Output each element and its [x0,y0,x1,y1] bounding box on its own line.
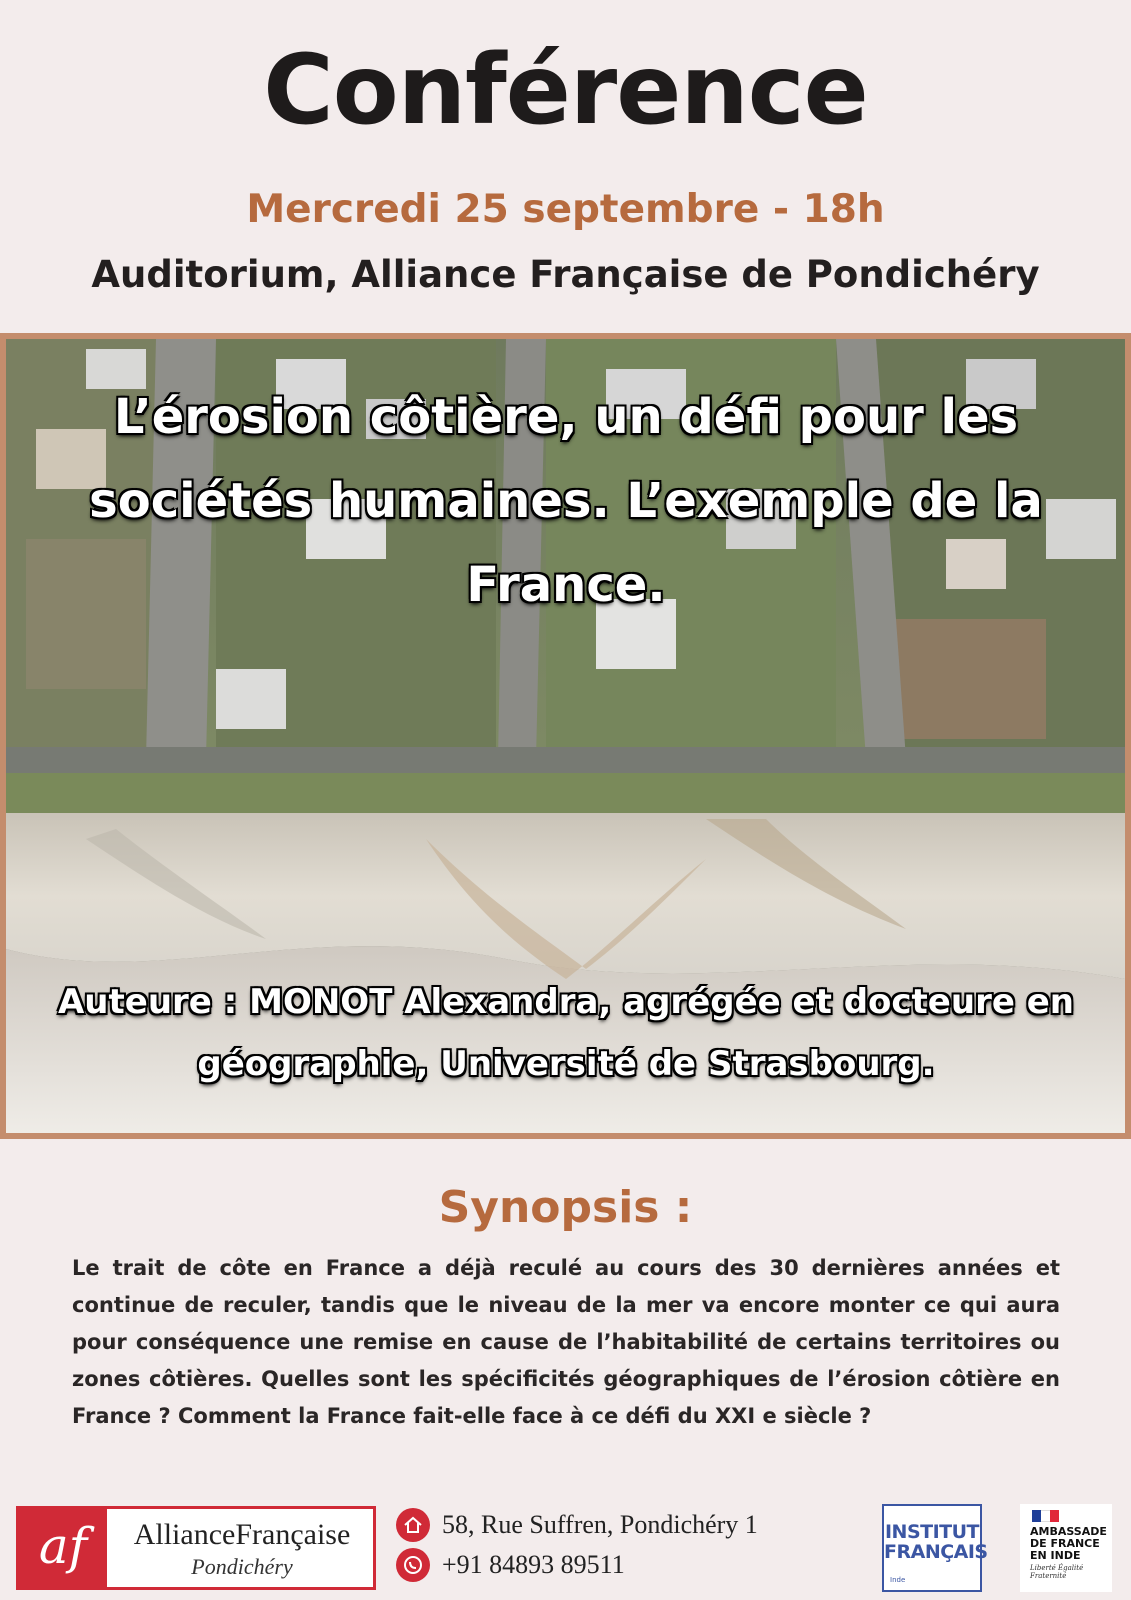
header [0,0,1131,335]
af-name: AllianceFrançaise [133,1518,351,1551]
page-title: Conférence [263,34,868,146]
institut-francais-logo [882,1504,988,1592]
talk-title: L’érosion côtière, un défi pour les sociétés humaines. L’exemple de la France. [89,389,1043,613]
phone-text: +91 84893 89511 [442,1550,625,1579]
af-mark: af [19,1509,107,1587]
alliance-francaise-logo [16,1506,376,1590]
french-flag-icon [1032,1510,1060,1522]
institut-text: INSTITUT FRANÇAIS [884,1521,988,1563]
synopsis-text: Le trait de côte en France a déjà reculé au cours des 30 dernières années et continue de reculer, tandis que le niveau de la mer va encore monter ce qui aura pour conséquence une remise en cause de l’habitabilité de certains territoires ou zones côtières. Quelles sont les spécificités géographiques de l’érosion côtière en France ? Comment la France fait-elle face à ce défi du XXI e siècle ? [72,1256,1060,1428]
footer [0,1490,1131,1600]
event-venue: Auditorium, Alliance Française de Pondichéry [91,253,1040,296]
event-date: Mercredi 25 septembre - 18h [246,187,885,232]
synopsis-heading: Synopsis : [438,1182,693,1233]
coastal-photo-banner [0,333,1131,1139]
embassy-logo [1020,1504,1112,1592]
talk-author: Auteure : MONOT Alexandra, agrégée et docteure en géographie, Université de Strasbourg. [57,982,1074,1084]
institut-sub: Inde [890,1576,906,1584]
home-icon [396,1508,430,1542]
af-city: Pondichéry [191,1554,293,1579]
address-text: 58, Rue Suffren, Pondichéry 1 [442,1510,758,1539]
embassy-motto: Liberté Égalité Fraternité [1030,1564,1084,1580]
embassy-text: AMBASSADE DE FRANCE EN INDE [1030,1525,1107,1562]
whatsapp-icon [396,1548,430,1582]
